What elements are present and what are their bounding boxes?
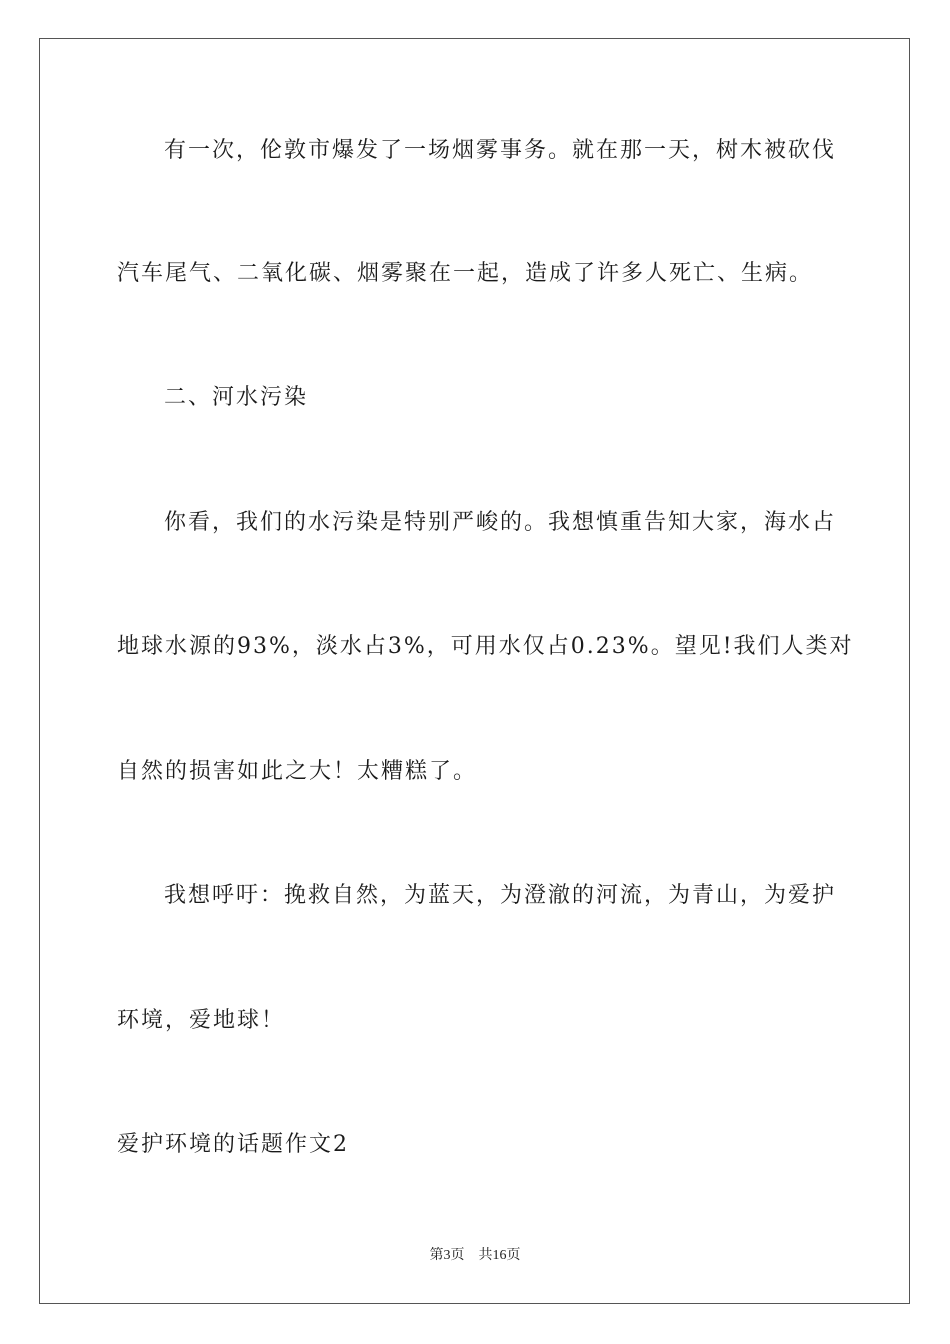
page-number: 第3页 xyxy=(429,1248,465,1263)
page-footer xyxy=(0,1246,950,1266)
paragraph-line-5: 自然的损害如此之大！太糟糕了。 xyxy=(117,759,478,784)
paragraph-line-2: 汽车尾气、二氧化碳、烟雾聚在一起，造成了许多人死亡、生病。 xyxy=(117,261,814,286)
page-total: 共16页 xyxy=(478,1248,521,1263)
page-border xyxy=(39,38,910,1304)
article-title: 爱护环境的话题作文2 xyxy=(117,1132,349,1157)
paragraph-line-4: 地球水源的93%，淡水占3%，可用水仅占0.23%。望见!我们人类对 xyxy=(117,634,854,659)
paragraph-line-6: 我想呼吁：挽救自然，为蓝天，为澄澈的河流，为青山，为爱护 xyxy=(164,883,837,908)
paragraph-line-1: 有一次，伦敦市爆发了一场烟雾事务。就在那一天，树木被砍伐 xyxy=(164,138,837,163)
paragraph-line-7: 环境，爱地球！ xyxy=(117,1008,286,1033)
paragraph-line-3: 你看，我们的水污染是特别严峻的。我想慎重告知大家，海水占 xyxy=(164,510,837,535)
section-heading: 二、河水污染 xyxy=(164,385,309,410)
